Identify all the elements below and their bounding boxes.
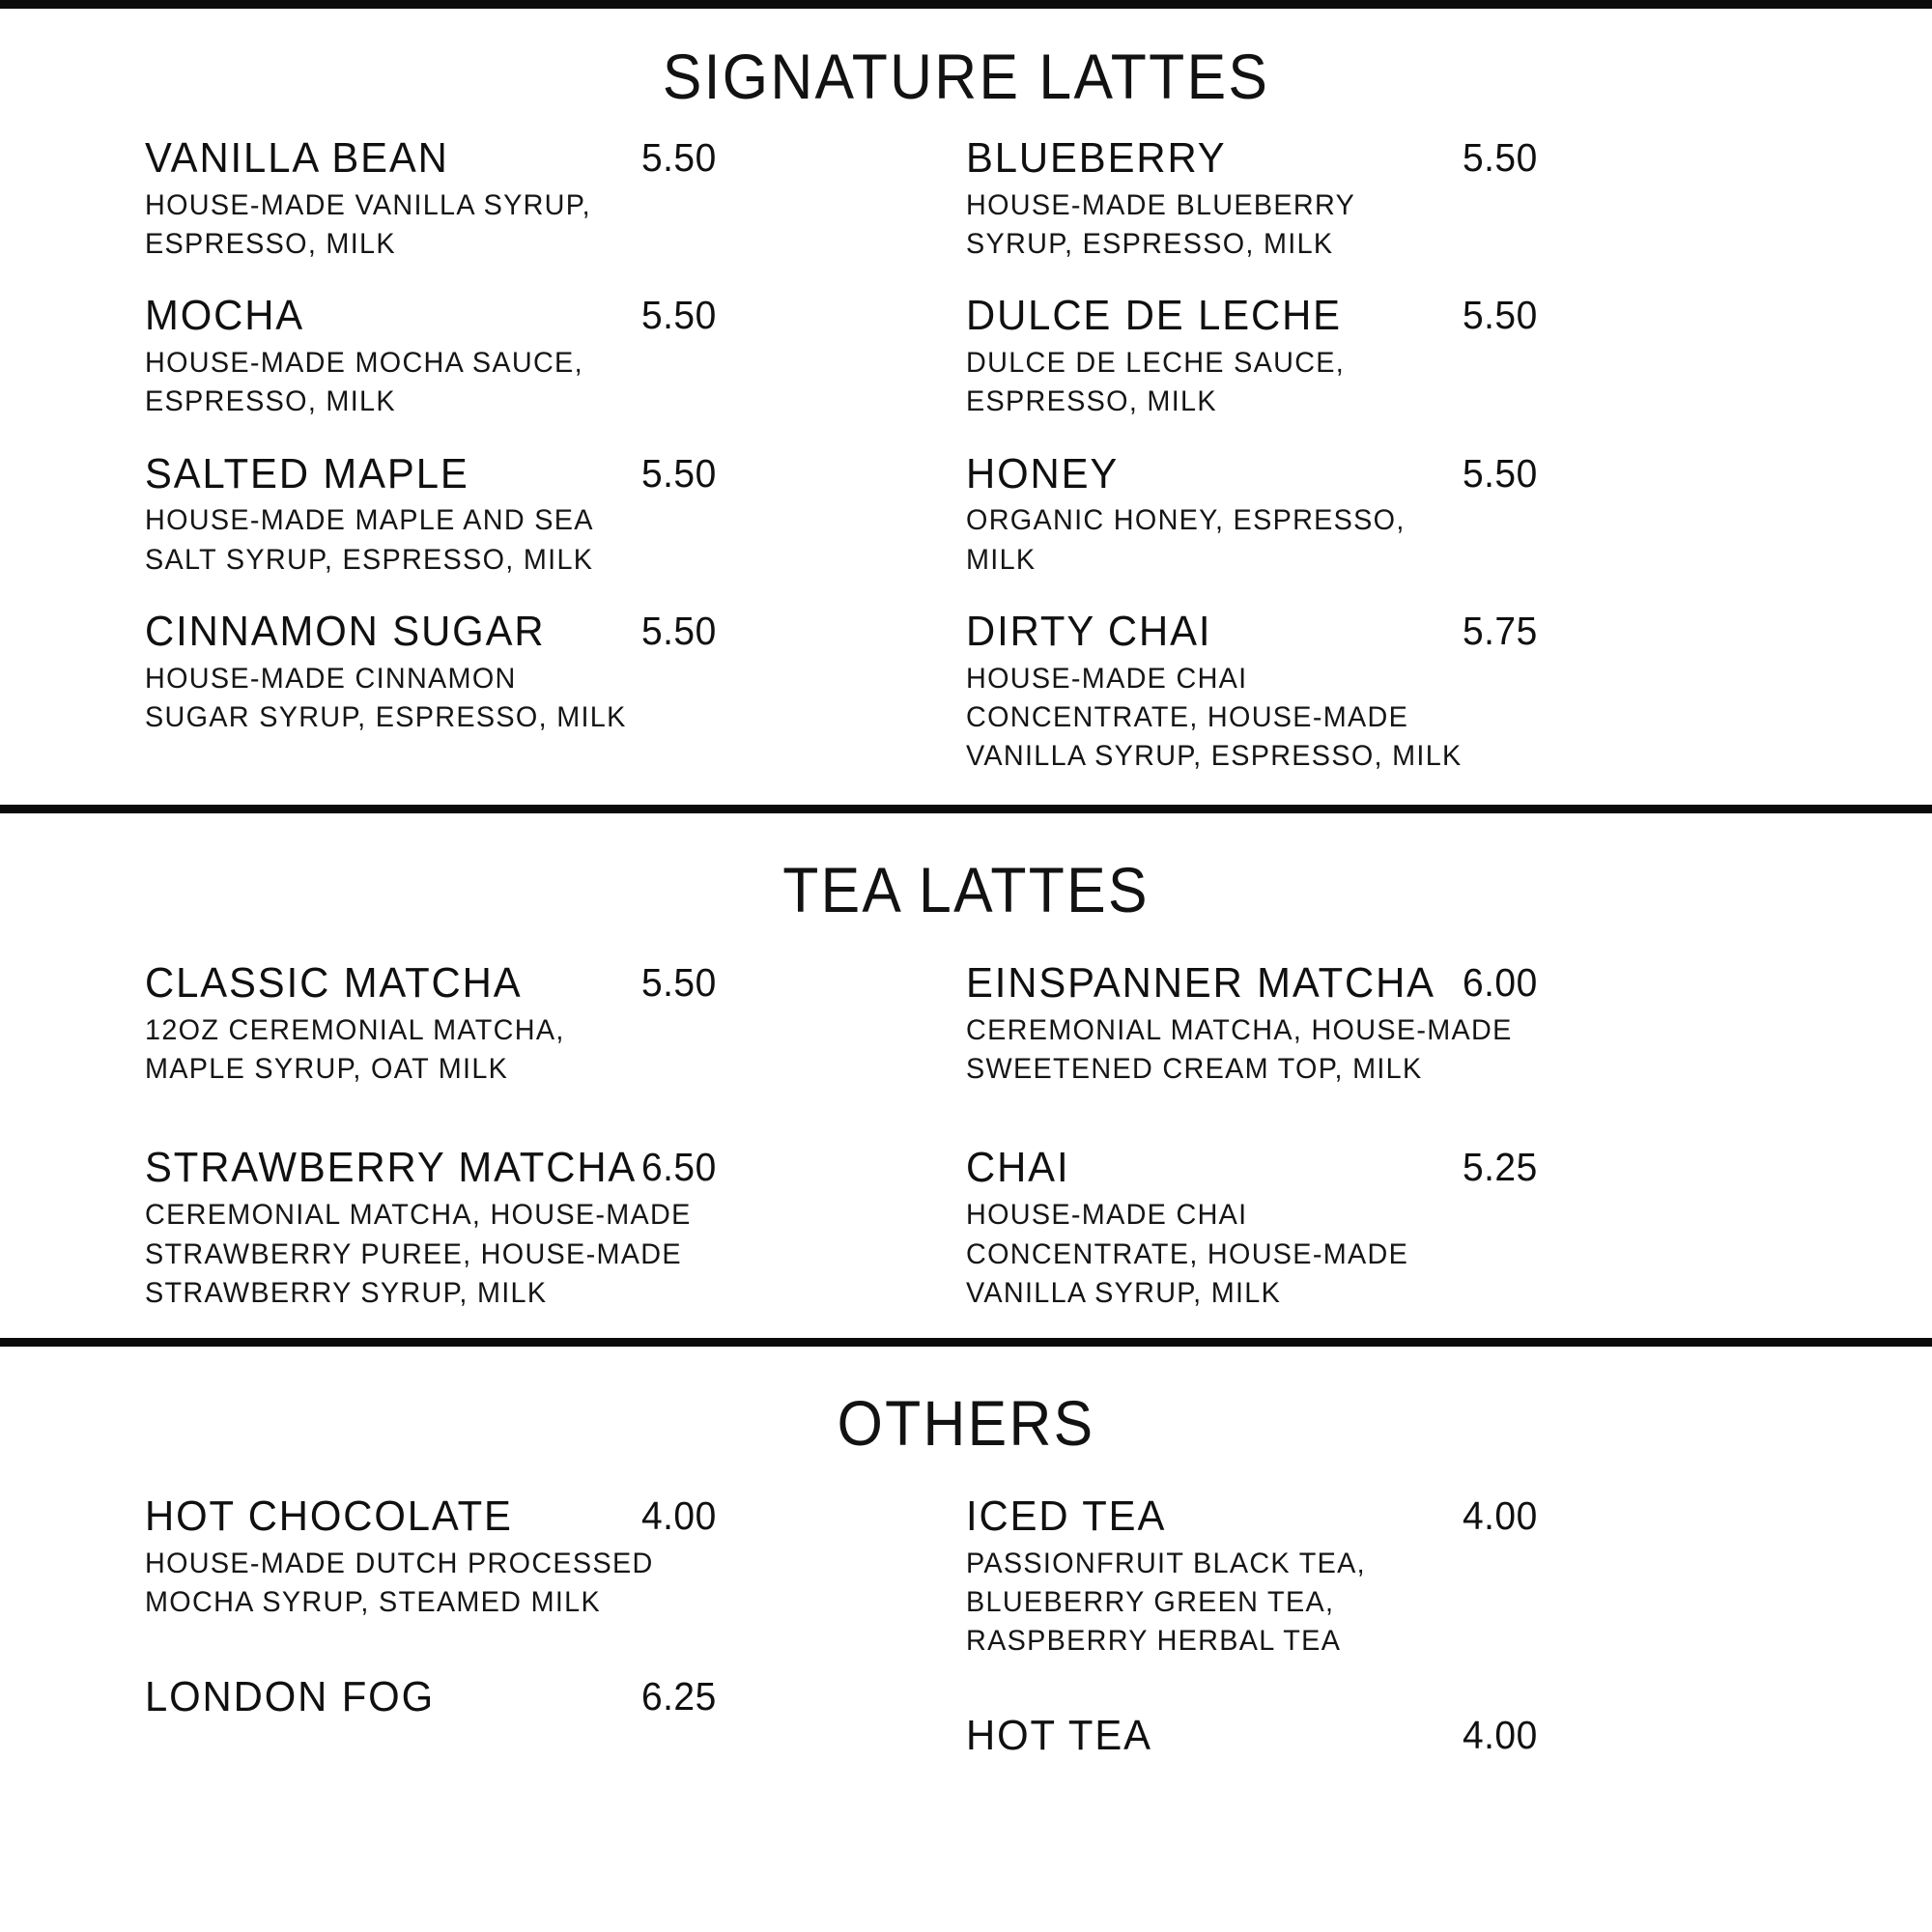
item-name: LONDON FOG <box>145 1673 436 1721</box>
item-description-line: HOUSE-MADE MOCHA SAUCE, <box>145 347 583 380</box>
item-description-line: SALT SYRUP, ESPRESSO, MILK <box>145 543 594 576</box>
item-name: EINSPANNER MATCHA <box>966 959 1435 1008</box>
menu-item[interactable] <box>966 292 1787 421</box>
item-description-line: MOCHA SYRUP, STEAMED MILK <box>145 1585 601 1618</box>
item-price: 4.00 <box>1463 1492 1538 1538</box>
menu-item[interactable] <box>145 449 966 580</box>
menu-item[interactable] <box>966 134 1787 264</box>
item-name: CLASSIC MATCHA <box>145 959 523 1008</box>
item-description-line: ORGANIC HONEY, ESPRESSO, <box>966 504 1406 537</box>
item-description <box>966 501 1430 579</box>
item-name: HOT CHOCOLATE <box>145 1492 513 1540</box>
signature-lattes-left-column <box>145 134 966 776</box>
item-name: BLUEBERRY <box>966 134 1227 182</box>
others-right-column <box>966 1492 1787 1759</box>
item-price: 4.00 <box>641 1492 717 1538</box>
item-price: 5.50 <box>641 960 717 1006</box>
section-title-others: OTHERS <box>837 1386 1095 1459</box>
others-left-column <box>145 1492 966 1758</box>
item-description-line: HOUSE-MADE CHAI <box>966 1199 1248 1232</box>
item-name: VANILLA BEAN <box>145 134 449 182</box>
item-description-line: CONCENTRATE, HOUSE-MADE <box>966 700 1409 733</box>
item-price: 5.50 <box>1463 135 1538 180</box>
divider-top <box>0 0 1932 9</box>
section-signature-lattes <box>0 41 1932 805</box>
item-description-line: MILK <box>966 543 1037 576</box>
item-description-line: STRAWBERRY PUREE, HOUSE-MADE <box>145 1237 682 1270</box>
divider-signature-tea <box>0 805 1932 813</box>
item-description-line: HOUSE-MADE CINNAMON <box>145 662 517 695</box>
item-description <box>145 1196 692 1313</box>
divider-tea-others <box>0 1338 1932 1347</box>
menu-item[interactable] <box>145 607 966 737</box>
item-description-line: CONCENTRATE, HOUSE-MADE <box>966 1237 1409 1270</box>
menu-item[interactable] <box>145 1673 966 1721</box>
item-description <box>145 1011 609 1089</box>
section-others <box>0 1347 1932 1758</box>
item-description-line: CEREMONIAL MATCHA, HOUSE-MADE <box>145 1199 692 1232</box>
item-description-line: CEREMONIAL MATCHA, HOUSE-MADE <box>966 1014 1513 1047</box>
section-title-signature-lattes: SIGNATURE LATTES <box>662 41 1270 112</box>
menu-item[interactable] <box>966 607 1787 776</box>
item-description-line: HOUSE-MADE MAPLE AND SEA <box>145 504 594 537</box>
item-description <box>145 1545 654 1622</box>
item-description-line: HOUSE-MADE BLUEBERRY <box>966 188 1356 221</box>
tea-lattes-left-column <box>145 959 966 1313</box>
item-description <box>966 1545 1430 1662</box>
item-description <box>145 660 627 737</box>
item-description <box>966 660 1463 777</box>
item-description-line: ESPRESSO, MILK <box>145 228 396 261</box>
item-price: 5.50 <box>641 450 717 496</box>
item-description-line: SUGAR SYRUP, ESPRESSO, MILK <box>145 700 627 733</box>
item-name: DULCE DE LECHE <box>966 292 1342 340</box>
item-description <box>145 186 609 264</box>
item-name: CINNAMON SUGAR <box>145 607 546 655</box>
menu-item[interactable] <box>966 1492 1787 1661</box>
item-description <box>966 186 1430 264</box>
item-description-line: PASSIONFRUIT BLACK TEA, <box>966 1547 1366 1579</box>
item-description-line: HOUSE-MADE DUTCH PROCESSED <box>145 1547 654 1579</box>
item-description-line: SWEETENED CREAM TOP, MILK <box>966 1053 1423 1086</box>
signature-lattes-right-column <box>966 134 1787 776</box>
item-price: 6.25 <box>641 1674 717 1719</box>
item-price: 5.50 <box>641 293 717 338</box>
item-price: 5.50 <box>641 135 717 180</box>
item-name: CHAI <box>966 1144 1070 1192</box>
item-description-line: ESPRESSO, MILK <box>145 385 396 418</box>
item-price: 5.50 <box>1463 450 1538 496</box>
item-name: HOT TEA <box>966 1712 1152 1759</box>
item-description-line: BLUEBERRY GREEN TEA, <box>966 1585 1335 1618</box>
item-price: 6.00 <box>1463 960 1538 1006</box>
others-grid <box>0 1492 1932 1759</box>
item-price: 5.50 <box>1463 293 1538 338</box>
item-description-line: VANILLA SYRUP, MILK <box>966 1276 1282 1309</box>
item-price: 5.50 <box>641 608 717 653</box>
item-price: 5.25 <box>1463 1145 1538 1190</box>
menu-item[interactable] <box>145 134 966 264</box>
section-tea-lattes <box>0 854 1932 1338</box>
item-description-line: STRAWBERRY SYRUP, MILK <box>145 1276 548 1309</box>
menu-item[interactable] <box>966 449 1787 580</box>
section-title-tea-lattes: TEA LATTES <box>782 854 1150 926</box>
item-description <box>966 344 1430 421</box>
item-name: SALTED MAPLE <box>145 449 469 497</box>
menu-item[interactable] <box>145 1144 966 1312</box>
tea-lattes-right-column <box>966 959 1787 1313</box>
item-name: HONEY <box>966 449 1120 497</box>
item-name: STRAWBERRY MATCHA <box>145 1144 638 1192</box>
menu-item[interactable] <box>145 292 966 421</box>
item-description <box>966 1196 1430 1313</box>
item-description <box>145 501 609 579</box>
item-description-line: ESPRESSO, MILK <box>966 385 1217 418</box>
item-description <box>966 1011 1513 1089</box>
item-name: MOCHA <box>145 292 305 340</box>
item-description-line: DULCE DE LECHE SAUCE, <box>966 347 1346 380</box>
item-name: ICED TEA <box>966 1492 1167 1540</box>
menu-item[interactable] <box>966 1144 1787 1312</box>
item-price: 4.00 <box>1463 1713 1538 1758</box>
item-description-line: HOUSE-MADE VANILLA SYRUP, <box>145 188 591 221</box>
item-name: DIRTY CHAI <box>966 607 1212 655</box>
item-price: 6.50 <box>641 1145 717 1190</box>
item-description-line: 12OZ CEREMONIAL MATCHA, <box>145 1014 565 1047</box>
item-description <box>145 344 609 421</box>
menu-item[interactable] <box>966 1712 1787 1759</box>
item-description-line: RASPBERRY HERBAL TEA <box>966 1625 1342 1658</box>
menu-item[interactable] <box>145 1492 966 1622</box>
item-description-line: HOUSE-MADE CHAI <box>966 662 1248 695</box>
item-description-line: SYRUP, ESPRESSO, MILK <box>966 228 1334 261</box>
menu-item[interactable] <box>966 959 1787 1089</box>
tea-lattes-grid <box>0 959 1932 1313</box>
item-price: 5.75 <box>1463 608 1538 653</box>
item-description-line: MAPLE SYRUP, OAT MILK <box>145 1053 509 1086</box>
item-description-line: VANILLA SYRUP, ESPRESSO, MILK <box>966 740 1463 772</box>
signature-lattes-grid <box>0 134 1932 776</box>
menu-item[interactable] <box>145 959 966 1089</box>
